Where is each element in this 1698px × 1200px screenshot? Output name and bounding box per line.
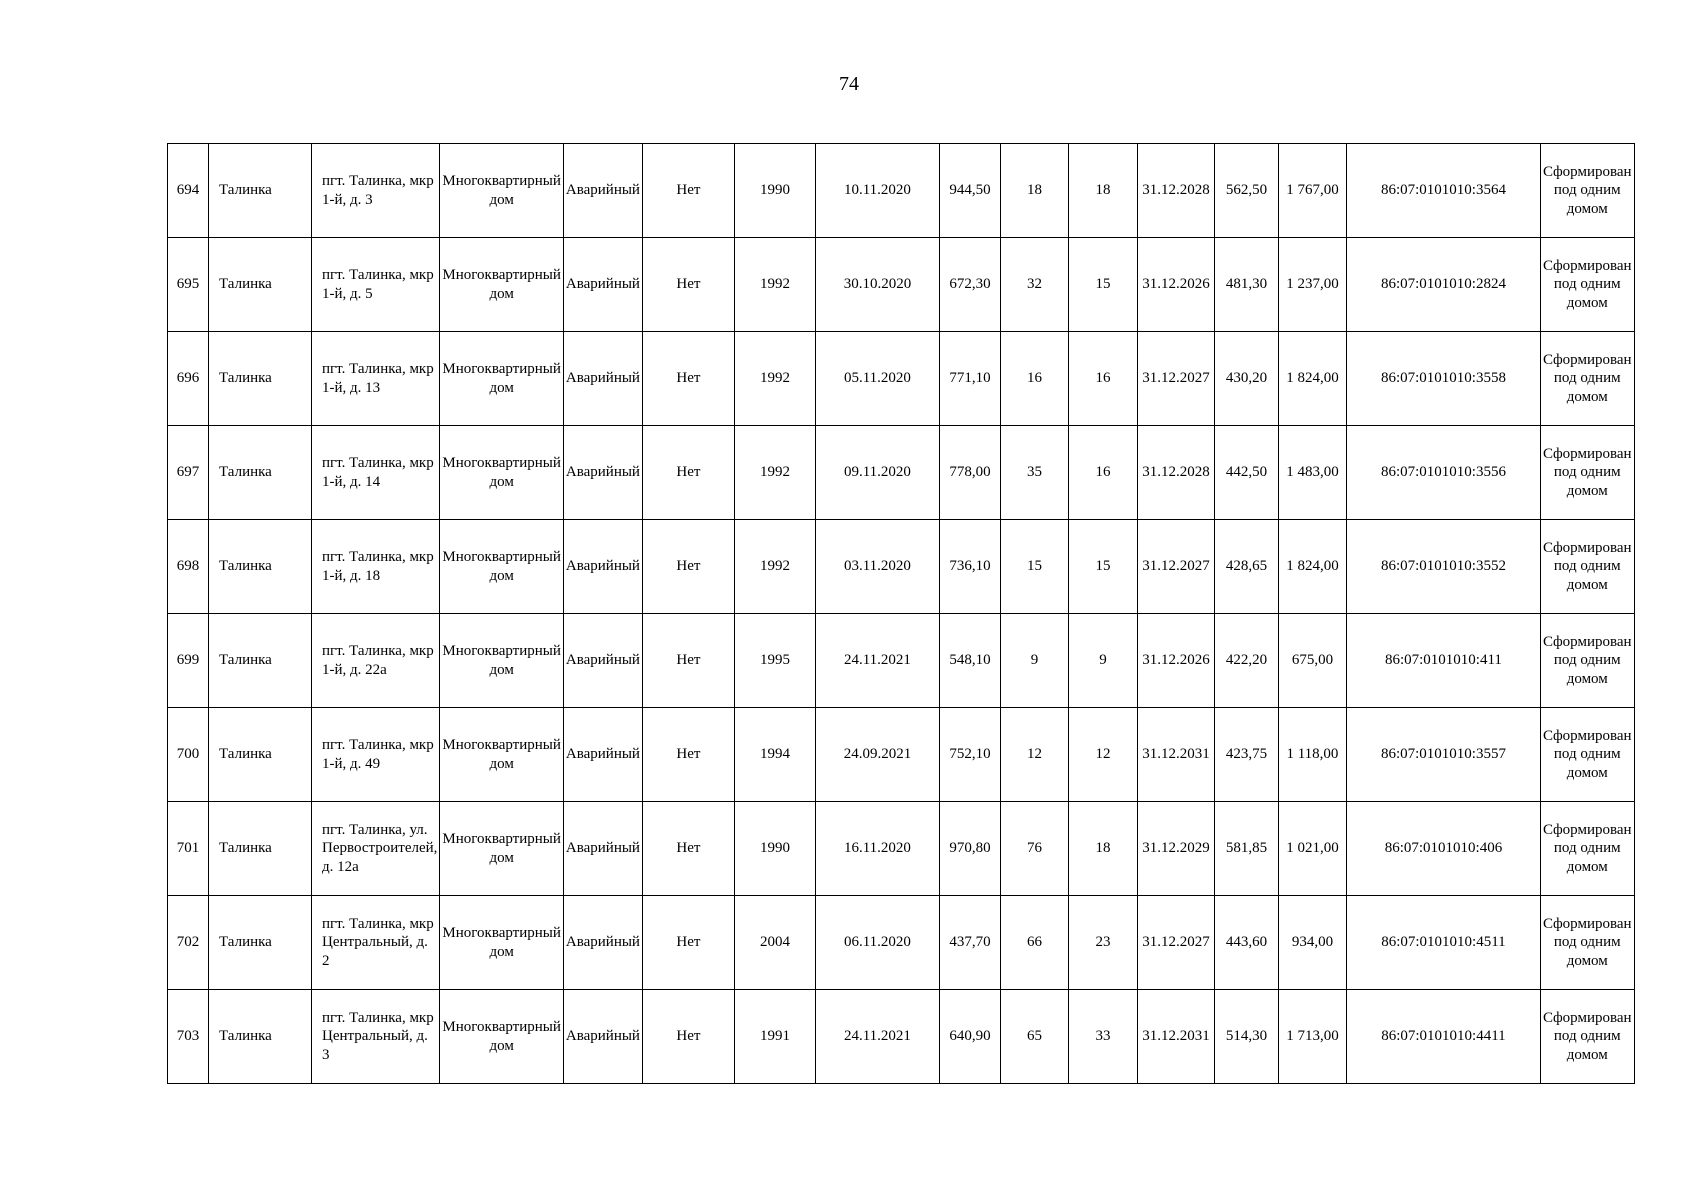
table-row bbox=[168, 802, 1635, 896]
address-cell: пгт. Талинка, ул. Первостроителей, д. 12а bbox=[312, 802, 440, 896]
address-cell: пгт. Талинка, мкр 1-й, д. 49 bbox=[312, 708, 440, 802]
residents-count-cell: 35 bbox=[1000, 426, 1068, 520]
row-number-cell: 697 bbox=[168, 426, 209, 520]
address-cell: пгт. Талинка, мкр Центральный, д. 2 bbox=[312, 896, 440, 990]
residents-count-cell: 32 bbox=[1000, 238, 1068, 332]
table-row bbox=[168, 990, 1635, 1084]
land-status-cell: Сформирован под одним домом bbox=[1540, 144, 1634, 238]
condition-cell: Аварийный bbox=[563, 896, 642, 990]
living-area-cell: 481,30 bbox=[1214, 238, 1278, 332]
year-built-cell: 1990 bbox=[734, 802, 815, 896]
residents-count-cell: 12 bbox=[1000, 708, 1068, 802]
recognition-date-cell: 16.11.2020 bbox=[815, 802, 939, 896]
row-number-cell: 700 bbox=[168, 708, 209, 802]
land-area-cell: 1 713,00 bbox=[1278, 990, 1346, 1084]
housing-registry-table bbox=[167, 143, 1635, 1084]
building-type-cell: Многоквартирный дом bbox=[440, 238, 564, 332]
condition-cell: Аварийный bbox=[563, 520, 642, 614]
living-area-cell: 422,20 bbox=[1214, 614, 1278, 708]
row-number-cell: 703 bbox=[168, 990, 209, 1084]
row-number-cell: 694 bbox=[168, 144, 209, 238]
residents-count-cell: 16 bbox=[1000, 332, 1068, 426]
recognition-date-cell: 09.11.2020 bbox=[815, 426, 939, 520]
building-type-cell: Многоквартирный дом bbox=[440, 332, 564, 426]
settlement-cell: Талинка bbox=[209, 238, 312, 332]
condition-cell: Аварийный bbox=[563, 802, 642, 896]
residents-count-cell: 66 bbox=[1000, 896, 1068, 990]
apartments-count-cell: 9 bbox=[1068, 614, 1137, 708]
apartments-count-cell: 16 bbox=[1068, 332, 1137, 426]
table-row bbox=[168, 614, 1635, 708]
condition-cell: Аварийный bbox=[563, 614, 642, 708]
row-number-cell: 698 bbox=[168, 520, 209, 614]
recognition-date-cell: 06.11.2020 bbox=[815, 896, 939, 990]
recognition-date-cell: 30.10.2020 bbox=[815, 238, 939, 332]
flag-cell: Нет bbox=[642, 708, 734, 802]
year-built-cell: 1992 bbox=[734, 238, 815, 332]
settlement-cell: Талинка bbox=[209, 896, 312, 990]
settlement-cell: Талинка bbox=[209, 802, 312, 896]
flag-cell: Нет bbox=[642, 238, 734, 332]
flag-cell: Нет bbox=[642, 144, 734, 238]
total-area-cell: 736,10 bbox=[939, 520, 1000, 614]
address-cell: пгт. Талинка, мкр 1-й, д. 3 bbox=[312, 144, 440, 238]
cadastral-number-cell: 86:07:0101010:406 bbox=[1346, 802, 1540, 896]
condition-cell: Аварийный bbox=[563, 708, 642, 802]
row-number-cell: 699 bbox=[168, 614, 209, 708]
total-area-cell: 944,50 bbox=[939, 144, 1000, 238]
year-built-cell: 1992 bbox=[734, 426, 815, 520]
residents-count-cell: 76 bbox=[1000, 802, 1068, 896]
land-status-cell: Сформирован под одним домом bbox=[1540, 238, 1634, 332]
flag-cell: Нет bbox=[642, 802, 734, 896]
building-type-cell: Многоквартирный дом bbox=[440, 708, 564, 802]
land-status-cell: Сформирован под одним домом bbox=[1540, 990, 1634, 1084]
land-area-cell: 1 483,00 bbox=[1278, 426, 1346, 520]
table-row bbox=[168, 332, 1635, 426]
registry-body bbox=[168, 144, 1635, 1084]
row-number-cell: 702 bbox=[168, 896, 209, 990]
resettlement-deadline-cell: 31.12.2028 bbox=[1137, 144, 1214, 238]
cadastral-number-cell: 86:07:0101010:4411 bbox=[1346, 990, 1540, 1084]
land-status-cell: Сформирован под одним домом bbox=[1540, 426, 1634, 520]
flag-cell: Нет bbox=[642, 426, 734, 520]
cadastral-number-cell: 86:07:0101010:3556 bbox=[1346, 426, 1540, 520]
resettlement-deadline-cell: 31.12.2026 bbox=[1137, 238, 1214, 332]
address-cell: пгт. Талинка, мкр Центральный, д. 3 bbox=[312, 990, 440, 1084]
total-area-cell: 970,80 bbox=[939, 802, 1000, 896]
settlement-cell: Талинка bbox=[209, 614, 312, 708]
year-built-cell: 1995 bbox=[734, 614, 815, 708]
land-area-cell: 675,00 bbox=[1278, 614, 1346, 708]
living-area-cell: 443,60 bbox=[1214, 896, 1278, 990]
year-built-cell: 1990 bbox=[734, 144, 815, 238]
condition-cell: Аварийный bbox=[563, 238, 642, 332]
address-cell: пгт. Талинка, мкр 1-й, д. 5 bbox=[312, 238, 440, 332]
condition-cell: Аварийный bbox=[563, 332, 642, 426]
settlement-cell: Талинка bbox=[209, 144, 312, 238]
year-built-cell: 2004 bbox=[734, 896, 815, 990]
building-type-cell: Многоквартирный дом bbox=[440, 896, 564, 990]
apartments-count-cell: 18 bbox=[1068, 144, 1137, 238]
total-area-cell: 548,10 bbox=[939, 614, 1000, 708]
year-built-cell: 1991 bbox=[734, 990, 815, 1084]
table-row bbox=[168, 144, 1635, 238]
residents-count-cell: 65 bbox=[1000, 990, 1068, 1084]
land-area-cell: 1 021,00 bbox=[1278, 802, 1346, 896]
page-number: 74 bbox=[839, 73, 859, 95]
table-row bbox=[168, 520, 1635, 614]
table-row bbox=[168, 896, 1635, 990]
residents-count-cell: 9 bbox=[1000, 614, 1068, 708]
recognition-date-cell: 24.11.2021 bbox=[815, 614, 939, 708]
table-row bbox=[168, 708, 1635, 802]
building-type-cell: Многоквартирный дом bbox=[440, 802, 564, 896]
building-type-cell: Многоквартирный дом bbox=[440, 426, 564, 520]
total-area-cell: 672,30 bbox=[939, 238, 1000, 332]
apartments-count-cell: 15 bbox=[1068, 520, 1137, 614]
recognition-date-cell: 24.09.2021 bbox=[815, 708, 939, 802]
recognition-date-cell: 05.11.2020 bbox=[815, 332, 939, 426]
living-area-cell: 442,50 bbox=[1214, 426, 1278, 520]
land-status-cell: Сформирован под одним домом bbox=[1540, 708, 1634, 802]
living-area-cell: 581,85 bbox=[1214, 802, 1278, 896]
year-built-cell: 1994 bbox=[734, 708, 815, 802]
land-area-cell: 1 237,00 bbox=[1278, 238, 1346, 332]
residents-count-cell: 15 bbox=[1000, 520, 1068, 614]
apartments-count-cell: 12 bbox=[1068, 708, 1137, 802]
apartments-count-cell: 18 bbox=[1068, 802, 1137, 896]
resettlement-deadline-cell: 31.12.2026 bbox=[1137, 614, 1214, 708]
land-status-cell: Сформирован под одним домом bbox=[1540, 332, 1634, 426]
settlement-cell: Талинка bbox=[209, 332, 312, 426]
cadastral-number-cell: 86:07:0101010:3564 bbox=[1346, 144, 1540, 238]
land-area-cell: 1 824,00 bbox=[1278, 520, 1346, 614]
total-area-cell: 640,90 bbox=[939, 990, 1000, 1084]
flag-cell: Нет bbox=[642, 520, 734, 614]
land-area-cell: 934,00 bbox=[1278, 896, 1346, 990]
apartments-count-cell: 15 bbox=[1068, 238, 1137, 332]
resettlement-deadline-cell: 31.12.2031 bbox=[1137, 708, 1214, 802]
land-status-cell: Сформирован под одним домом bbox=[1540, 896, 1634, 990]
address-cell: пгт. Талинка, мкр 1-й, д. 14 bbox=[312, 426, 440, 520]
land-status-cell: Сформирован под одним домом bbox=[1540, 802, 1634, 896]
row-number-cell: 695 bbox=[168, 238, 209, 332]
row-number-cell: 696 bbox=[168, 332, 209, 426]
cadastral-number-cell: 86:07:0101010:4511 bbox=[1346, 896, 1540, 990]
building-type-cell: Многоквартирный дом bbox=[440, 144, 564, 238]
table-row bbox=[168, 426, 1635, 520]
settlement-cell: Талинка bbox=[209, 520, 312, 614]
living-area-cell: 428,65 bbox=[1214, 520, 1278, 614]
flag-cell: Нет bbox=[642, 990, 734, 1084]
resettlement-deadline-cell: 31.12.2031 bbox=[1137, 990, 1214, 1084]
resettlement-deadline-cell: 31.12.2028 bbox=[1137, 426, 1214, 520]
cadastral-number-cell: 86:07:0101010:411 bbox=[1346, 614, 1540, 708]
land-area-cell: 1 767,00 bbox=[1278, 144, 1346, 238]
year-built-cell: 1992 bbox=[734, 332, 815, 426]
living-area-cell: 430,20 bbox=[1214, 332, 1278, 426]
land-status-cell: Сформирован под одним домом bbox=[1540, 520, 1634, 614]
settlement-cell: Талинка bbox=[209, 426, 312, 520]
living-area-cell: 423,75 bbox=[1214, 708, 1278, 802]
land-status-cell: Сформирован под одним домом bbox=[1540, 614, 1634, 708]
recognition-date-cell: 24.11.2021 bbox=[815, 990, 939, 1084]
living-area-cell: 562,50 bbox=[1214, 144, 1278, 238]
flag-cell: Нет bbox=[642, 614, 734, 708]
cadastral-number-cell: 86:07:0101010:3558 bbox=[1346, 332, 1540, 426]
address-cell: пгт. Талинка, мкр 1-й, д. 18 bbox=[312, 520, 440, 614]
condition-cell: Аварийный bbox=[563, 990, 642, 1084]
resettlement-deadline-cell: 31.12.2029 bbox=[1137, 802, 1214, 896]
condition-cell: Аварийный bbox=[563, 426, 642, 520]
recognition-date-cell: 10.11.2020 bbox=[815, 144, 939, 238]
resettlement-deadline-cell: 31.12.2027 bbox=[1137, 520, 1214, 614]
total-area-cell: 437,70 bbox=[939, 896, 1000, 990]
cadastral-number-cell: 86:07:0101010:2824 bbox=[1346, 238, 1540, 332]
flag-cell: Нет bbox=[642, 332, 734, 426]
row-number-cell: 701 bbox=[168, 802, 209, 896]
apartments-count-cell: 16 bbox=[1068, 426, 1137, 520]
flag-cell: Нет bbox=[642, 896, 734, 990]
apartments-count-cell: 23 bbox=[1068, 896, 1137, 990]
address-cell: пгт. Талинка, мкр 1-й, д. 13 bbox=[312, 332, 440, 426]
land-area-cell: 1 118,00 bbox=[1278, 708, 1346, 802]
recognition-date-cell: 03.11.2020 bbox=[815, 520, 939, 614]
building-type-cell: Многоквартирный дом bbox=[440, 614, 564, 708]
total-area-cell: 771,10 bbox=[939, 332, 1000, 426]
cadastral-number-cell: 86:07:0101010:3552 bbox=[1346, 520, 1540, 614]
resettlement-deadline-cell: 31.12.2027 bbox=[1137, 896, 1214, 990]
building-type-cell: Многоквартирный дом bbox=[440, 520, 564, 614]
address-cell: пгт. Талинка, мкр 1-й, д. 22а bbox=[312, 614, 440, 708]
residents-count-cell: 18 bbox=[1000, 144, 1068, 238]
total-area-cell: 778,00 bbox=[939, 426, 1000, 520]
living-area-cell: 514,30 bbox=[1214, 990, 1278, 1084]
settlement-cell: Талинка bbox=[209, 990, 312, 1084]
settlement-cell: Талинка bbox=[209, 708, 312, 802]
total-area-cell: 752,10 bbox=[939, 708, 1000, 802]
resettlement-deadline-cell: 31.12.2027 bbox=[1137, 332, 1214, 426]
cadastral-number-cell: 86:07:0101010:3557 bbox=[1346, 708, 1540, 802]
land-area-cell: 1 824,00 bbox=[1278, 332, 1346, 426]
condition-cell: Аварийный bbox=[563, 144, 642, 238]
building-type-cell: Многоквартирный дом bbox=[440, 990, 564, 1084]
table-row bbox=[168, 238, 1635, 332]
year-built-cell: 1992 bbox=[734, 520, 815, 614]
apartments-count-cell: 33 bbox=[1068, 990, 1137, 1084]
